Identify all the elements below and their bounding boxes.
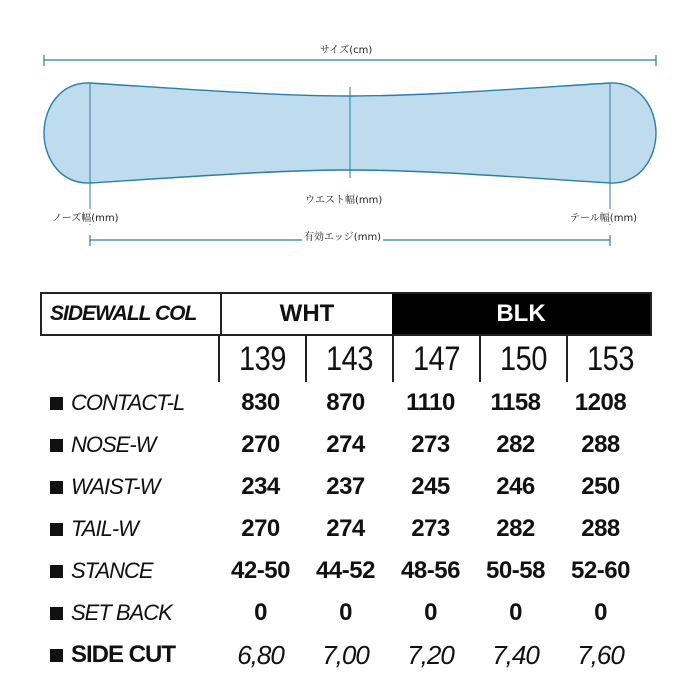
blk-color-label: BLK (392, 294, 650, 334)
row-label: WAIST-W (71, 474, 160, 499)
table-row (40, 634, 652, 676)
nose-width-label: ノーズ幅(mm) (50, 209, 121, 224)
value-cell: 282 (496, 431, 535, 458)
value-cell: 273 (411, 431, 450, 458)
value-cell: 270 (241, 431, 280, 458)
row-label: SIDE CUT (71, 641, 176, 668)
value-cell: 7,40 (492, 639, 539, 670)
table-row (40, 550, 652, 592)
value-cell: 7,00 (322, 639, 369, 670)
value-cell: 273 (411, 515, 450, 542)
value-cell: 274 (326, 515, 365, 542)
value-cell: 1158 (490, 389, 541, 416)
value-cell: 288 (581, 515, 620, 542)
row-label: CONTACT-L (71, 390, 185, 415)
value-cell: 288 (581, 431, 620, 458)
square-bullet-icon (50, 607, 63, 620)
board-diagram (0, 0, 700, 260)
value-cell: 50-58 (486, 557, 545, 584)
value-cell: 282 (496, 515, 535, 542)
value-cell: 0 (509, 599, 522, 626)
value-cell: 237 (326, 473, 365, 500)
tail-width-label: テール幅(mm) (568, 209, 639, 224)
value-cell: 870 (326, 389, 365, 416)
value-cell: 830 (241, 389, 280, 416)
value-cell: 246 (496, 473, 535, 500)
spec-table (40, 292, 652, 676)
value-cell: 7,60 (577, 639, 624, 670)
table-row (40, 466, 652, 508)
value-cell: 52-60 (571, 557, 630, 584)
effective-edge-label: 有効エッジ(mm) (302, 228, 383, 243)
sidewall-color-header (40, 292, 652, 336)
value-cell: 270 (241, 515, 280, 542)
square-bullet-icon (50, 481, 63, 494)
value-cell: 274 (326, 431, 365, 458)
square-bullet-icon (50, 565, 63, 578)
square-bullet-icon (50, 397, 63, 410)
value-cell: 0 (594, 599, 607, 626)
square-bullet-icon (50, 649, 63, 662)
value-cell: 42-50 (231, 557, 290, 584)
value-cell: 0 (254, 599, 267, 626)
value-cell: 7,20 (407, 639, 454, 670)
value-cell: 245 (411, 473, 450, 500)
size-cell: 153 (587, 339, 634, 378)
size-row (40, 336, 652, 382)
size-cell: 150 (500, 339, 547, 378)
size-label: サイズ(cm) (318, 41, 374, 56)
value-cell: 234 (241, 473, 280, 500)
table-row (40, 592, 652, 634)
table-row (40, 424, 652, 466)
value-cell: 1110 (406, 389, 455, 416)
sidewall-col-label: SIDEWALL COL (50, 302, 197, 325)
table-row (40, 508, 652, 550)
value-cell: 44-52 (316, 557, 375, 584)
row-label: SET BACK (71, 600, 172, 625)
wht-color-label: WHT (220, 294, 392, 334)
value-cell: 1208 (574, 389, 627, 416)
size-cell: 139 (239, 339, 286, 378)
row-label: STANCE (71, 558, 153, 583)
square-bullet-icon (50, 523, 63, 536)
size-cell: 147 (413, 339, 460, 378)
row-label: NOSE-W (71, 432, 156, 457)
size-cell: 143 (326, 339, 373, 378)
waist-width-label: ウエスト幅(mm) (303, 191, 384, 206)
value-cell: 6,80 (237, 639, 284, 670)
square-bullet-icon (50, 439, 63, 452)
row-label: TAIL-W (71, 516, 138, 541)
value-cell: 0 (339, 599, 352, 626)
value-cell: 0 (424, 599, 437, 626)
value-cell: 250 (581, 473, 620, 500)
table-row (40, 382, 652, 424)
value-cell: 48-56 (401, 557, 460, 584)
